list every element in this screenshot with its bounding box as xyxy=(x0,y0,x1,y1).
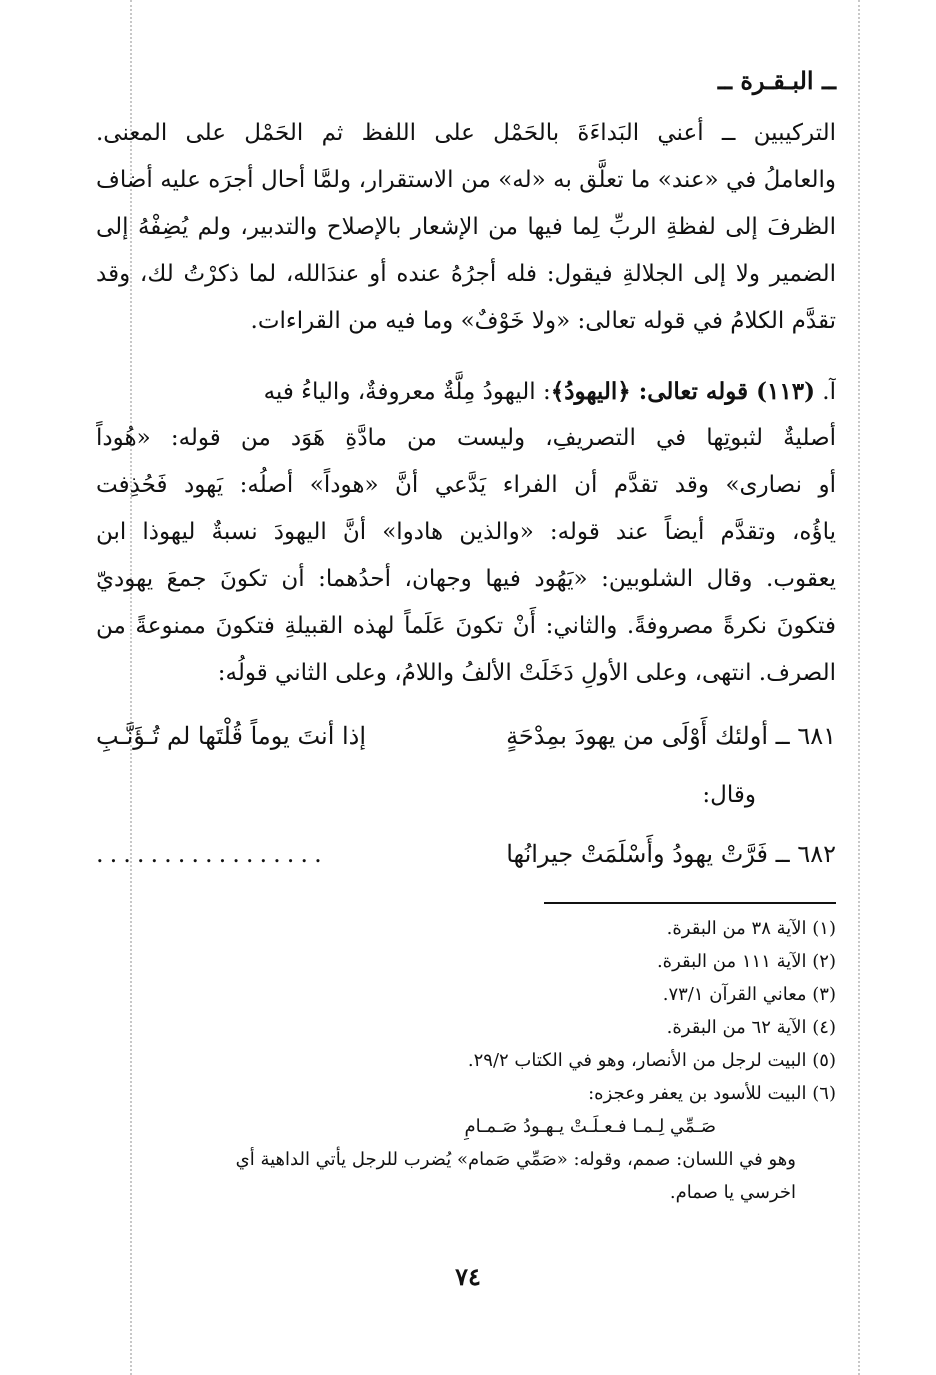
footnote-verse xyxy=(96,1110,836,1143)
footnotes xyxy=(96,912,836,1209)
footnote xyxy=(96,1044,836,1077)
text-line xyxy=(96,650,836,697)
footnote-text: الآية ٦٢ من البقرة. xyxy=(666,1017,807,1038)
text-line: أو نصارى» وقد تقدَّم أن الفراء يَدَّعي أنَّ «هوداً» أصلُه: يَهود فَحُذِفت xyxy=(96,472,836,498)
footnote xyxy=(96,945,836,978)
text-line: ياؤُه، وتقدَّم أيضاً عند قوله: «والذين هادوا» أنَّ اليهودَ نسبةٌ ليهوذا ابن xyxy=(96,519,836,545)
page-number: ٧٤ xyxy=(455,1262,481,1291)
footnote-number: (٦) xyxy=(812,1083,836,1104)
footnote-number: (٢) xyxy=(812,951,836,972)
footnote-text: معاني القرآن ٧٣/١. xyxy=(662,984,807,1005)
verse-hemistich-first: ٦٨١ ــ أولئك أَوْلَى من يهودَ بمِدْحَةٍ xyxy=(506,722,836,750)
text-fragment: تقدَّم الكلامُ في قوله تعالى: «ولا خَوْفٌ» وما فيه من القراءات. xyxy=(250,308,836,334)
running-head: ــ البـقـرة ــ xyxy=(717,66,836,95)
footnote-text: البيت للأسود بن يعفر وعجزه: xyxy=(588,1083,807,1104)
footnote-number: (٣) xyxy=(812,984,836,1005)
verse-hemistich-first: ٦٨٢ ــ فَرَّتْ يهودُ وأَسْلَمَتْ جيرانُها xyxy=(506,840,836,868)
footnote-number: (٥) xyxy=(812,1050,836,1071)
paragraph-1 xyxy=(96,110,836,345)
footnote-verse-text: صَـمِّي لِـمـا فـعـلَـتْ يـهـودُ صَـمـامِ xyxy=(464,1116,716,1137)
footnote-separator xyxy=(544,902,836,904)
verse-682 xyxy=(96,840,836,880)
scan-dotted-rule xyxy=(858,0,860,1375)
section-heading-line xyxy=(96,368,836,415)
footnote xyxy=(96,1011,836,1044)
verse-hemistich-second: إذا أنتَ يوماً قُلْتَها لم تُـؤَنَّـبِ xyxy=(96,722,367,750)
text-line: الظرفَ إلى لفظةِ الربِّ لِما فيها من الإشعار بالإصلاح والتدبير، ولم يُضِفْهُ إلى xyxy=(96,214,836,240)
footnote xyxy=(96,978,836,1011)
verse-reference: (١١٣) قوله تعالى: ﴿اليهودُ﴾ xyxy=(550,378,815,405)
verse-hemistich-second-ellipsis: ................. xyxy=(96,840,328,868)
text-line: يعقوب. وقال الشلوبين: «يَهُود فيها وجهان، أحدُهما: أن تكونَ جمعَ يهوديّ xyxy=(96,566,836,592)
text-fragment: وقال: xyxy=(702,782,756,808)
footnote-text: الآية ٣٨ من البقرة. xyxy=(666,918,807,939)
text-fragment: : اليهودُ مِلَّةٌ معروفةٌ، والياءُ فيه xyxy=(263,379,551,405)
footnote xyxy=(96,912,836,945)
wa-qala-line xyxy=(556,782,756,808)
text-line: وهو في اللسان: صمم، وقوله: «صَمِّي صَمام» يُضرب للرجل يأتي الداهية أي xyxy=(235,1149,796,1170)
text-fragment: الصرف. انتهى، وعلى الأولِ دَخَلَتْ الألفُ واللامُ، وعلى الثاني قولُه: xyxy=(217,660,836,686)
footnote-number: (١) xyxy=(812,918,836,939)
text-line: اخرسي يا صمام. xyxy=(669,1182,796,1203)
text-line: الضمير ولا إلى الجلالةِ فيقول: فله أجرُهُ عنده أو عندَالله، لما ذكرْتُ لك، وقد xyxy=(96,261,836,287)
section-number: آ. xyxy=(822,379,836,405)
text-line: أصليةٌ لثبوتِها في التصريفِ، وليست من مادَّةِ هَوَد من قوله: «هُوداً xyxy=(96,425,836,451)
footnote-text: الآية ١١١ من البقرة. xyxy=(656,951,807,972)
footnote-number: (٤) xyxy=(812,1017,836,1038)
footnote-continuation xyxy=(96,1143,836,1209)
section-113 xyxy=(96,368,836,697)
text-line: فتكونَ نكرةً مصروفةً. والثاني: أَنْ تكونَ عَلَماً لهذه القبيلةِ فتكونَ ممنوعةً من xyxy=(96,613,836,639)
text-line: والعاملُ في «عند» ما تعلَّق به «له» من الاستقرار، ولمَّا أحال أجرَه عليه أضاف xyxy=(96,167,836,193)
footnote xyxy=(96,1077,836,1110)
text-line: التركيبين ــ أعني البَداءَةَ بالحَمْل على اللفظ ثم الحَمْل على المعنى. xyxy=(96,120,836,146)
verse-681 xyxy=(96,722,836,762)
text-line xyxy=(96,298,836,345)
footnote-text: البيت لرجل من الأنصار، وهو في الكتاب ٢٩/٢. xyxy=(467,1050,807,1071)
